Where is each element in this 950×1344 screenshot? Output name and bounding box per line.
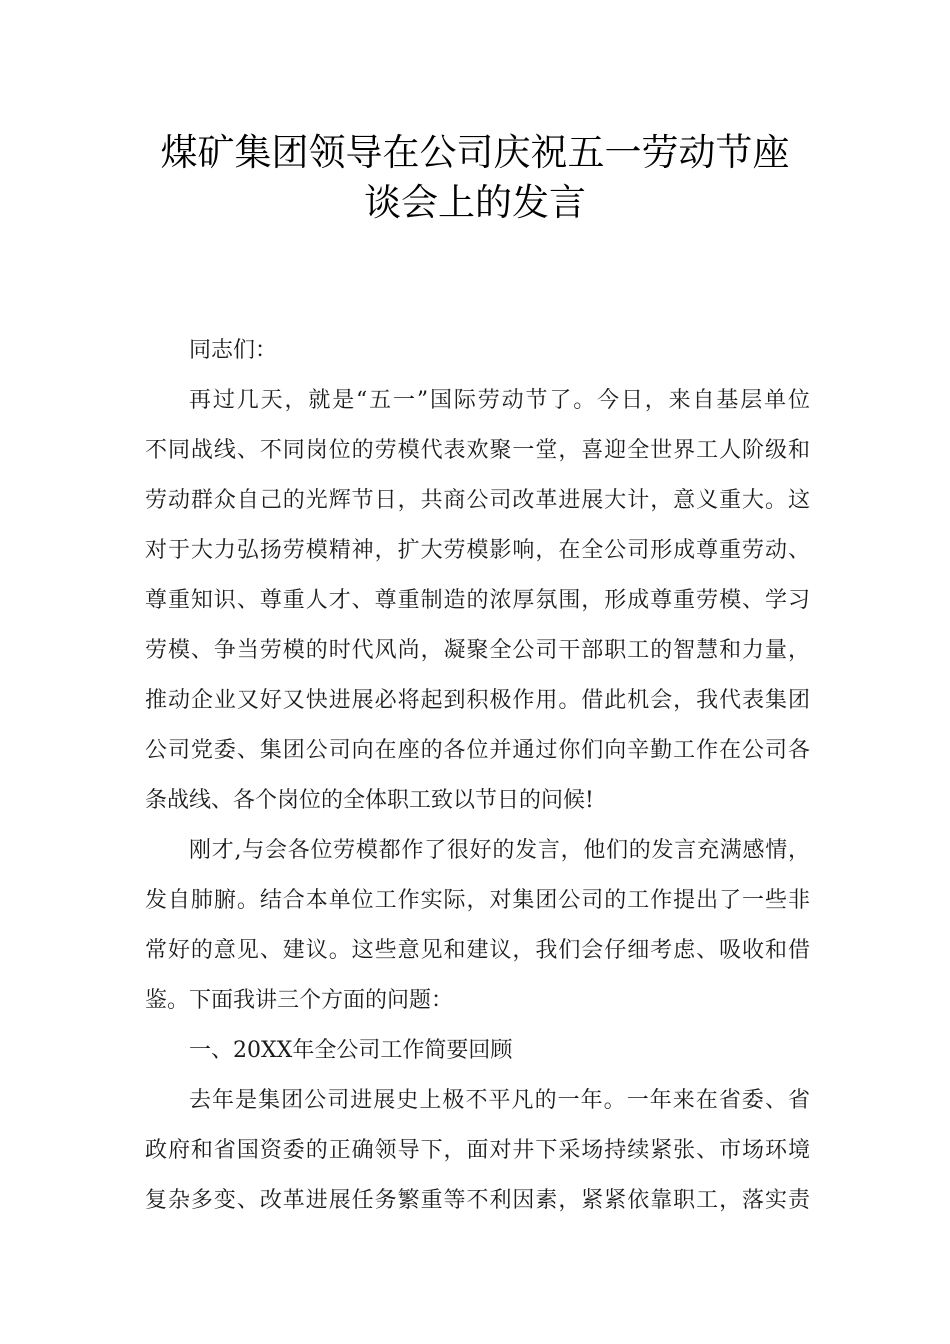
document-body	[145, 326, 810, 1226]
paragraph-salutation	[145, 326, 810, 376]
document-title	[120, 128, 830, 228]
text-line: 劳动群众自己的光辉节日，共商公司改革进展大计，意义重大。这	[145, 488, 810, 513]
text-line: 同志们：	[189, 338, 278, 363]
paragraph-feedback	[145, 826, 810, 1026]
text-line: 公司党委、集团公司向在座的各位并通过你们向辛勤工作在公司各	[145, 738, 810, 763]
text-line: 鉴。下面我讲三个方面的问题：	[145, 988, 454, 1013]
text-line: 条战线、各个岗位的全体职工致以节日的问候!	[145, 788, 594, 813]
paragraph-review	[145, 1076, 810, 1226]
section-heading-1	[145, 1026, 810, 1076]
text-line: 尊重知识、尊重人才、尊重制造的浓厚氛围，形成尊重劳模、学习	[145, 588, 810, 613]
text-line: 不同战线、不同岗位的劳模代表欢聚一堂，喜迎全世界工人阶级和	[145, 438, 810, 463]
title-line-2: 谈会上的发言	[364, 181, 586, 224]
text-line: 复杂多变、改革进展任务繁重等不利因素，紧紧依靠职工，落实责	[145, 1188, 810, 1213]
text-line: 政府和省国资委的正确领导下，面对井下采场持续紧张、市场环境	[145, 1138, 810, 1163]
text-line: 对于大力弘扬劳模精神，扩大劳模影响，在全公司形成尊重劳动、	[145, 538, 810, 563]
text-line: 刚才,与会各位劳模都作了很好的发言，他们的发言充满感情，	[189, 838, 810, 863]
text-line: 劳模、争当劳模的时代风尚，凝聚全公司干部职工的智慧和力量，	[145, 638, 810, 663]
text-line: 去年是集团公司进展史上极不平凡的一年。一年来在省委、省	[189, 1088, 810, 1113]
text-line: 常好的意见、建议。这些意见和建议，我们会仔细考虑、吸收和借	[145, 938, 810, 963]
text-line: 一、20XX年全公司工作简要回顾	[189, 1038, 513, 1063]
text-line: 再过几天，就是“五一”国际劳动节了。今日，来自基层单位	[189, 388, 810, 413]
title-line-1: 煤矿集团领导在公司庆祝五一劳动节座	[160, 131, 790, 174]
paragraph-opening	[145, 376, 810, 826]
text-line: 发自肺腑。结合本单位工作实际，对集团公司的工作提出了一些非	[145, 888, 810, 913]
text-line: 推动企业又好又快进展必将起到积极作用。借此机会，我代表集团	[145, 688, 810, 713]
